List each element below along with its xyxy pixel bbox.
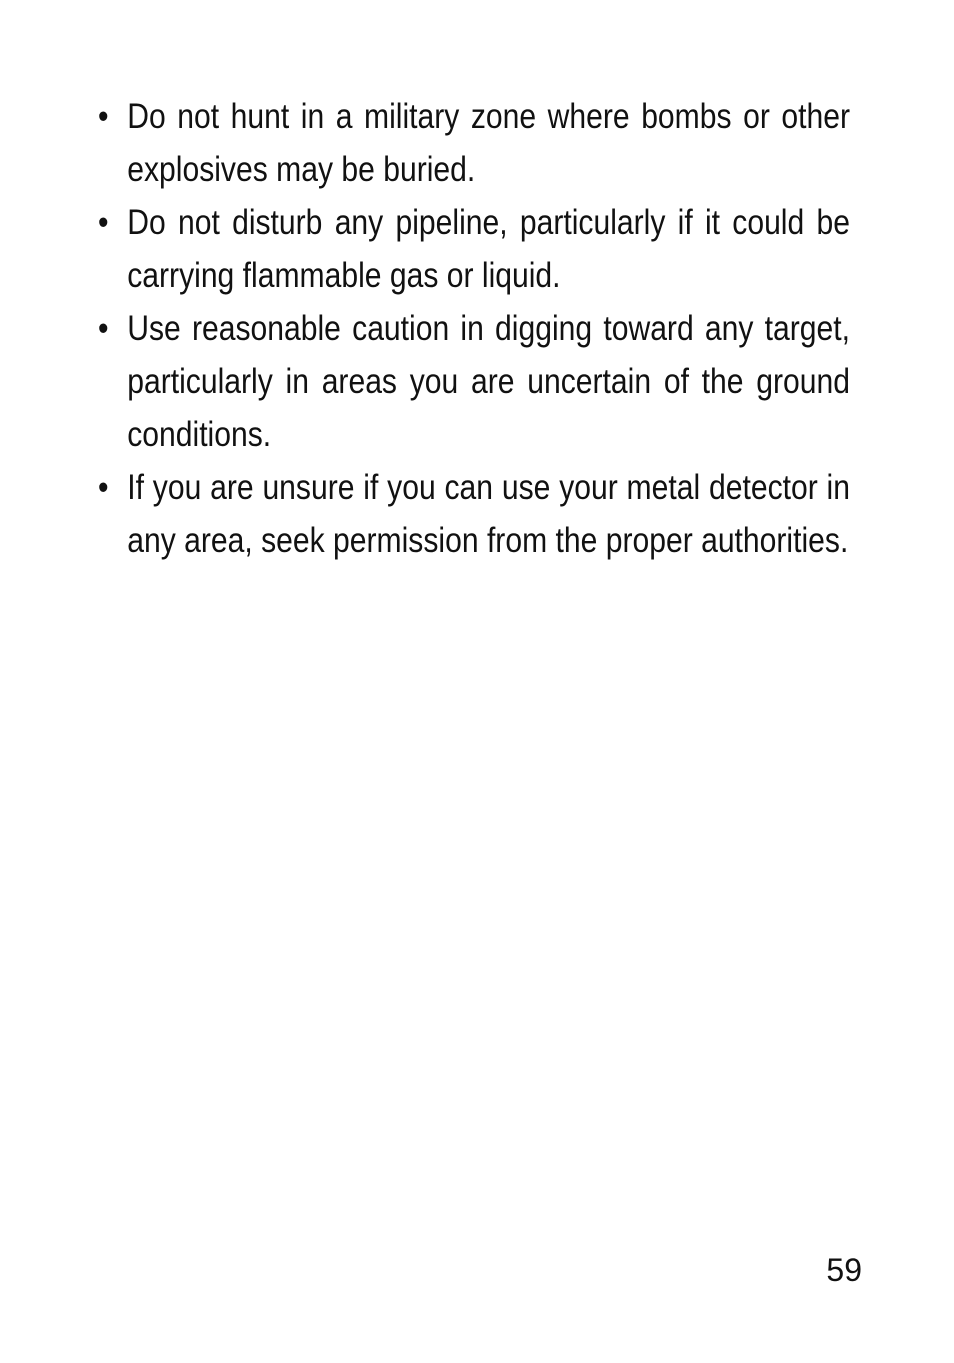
- bullet-text: If you are unsure if you can use your metal detector in any area, seek permission from the proper authorities.: [127, 468, 850, 560]
- bullet-icon: •: [98, 468, 109, 507]
- safety-bullet-list: [98, 90, 850, 567]
- list-item: [98, 196, 850, 302]
- list-item: [98, 90, 850, 196]
- bullet-icon: •: [98, 97, 109, 136]
- bullet-text: Do not hunt in a military zone where bombs or other explosives may be buried.: [127, 97, 850, 189]
- list-item: [98, 461, 850, 567]
- bullet-icon: •: [98, 309, 109, 348]
- page-number: 59: [826, 1252, 862, 1288]
- bullet-icon: •: [98, 203, 109, 242]
- bullet-text: Use reasonable caution in digging toward any target, particularly in areas you are uncertain of the ground conditions.: [127, 309, 850, 454]
- list-item: [98, 302, 850, 461]
- bullet-text: Do not disturb any pipeline, particularly if it could be carrying flammable gas or liquid.: [127, 203, 850, 295]
